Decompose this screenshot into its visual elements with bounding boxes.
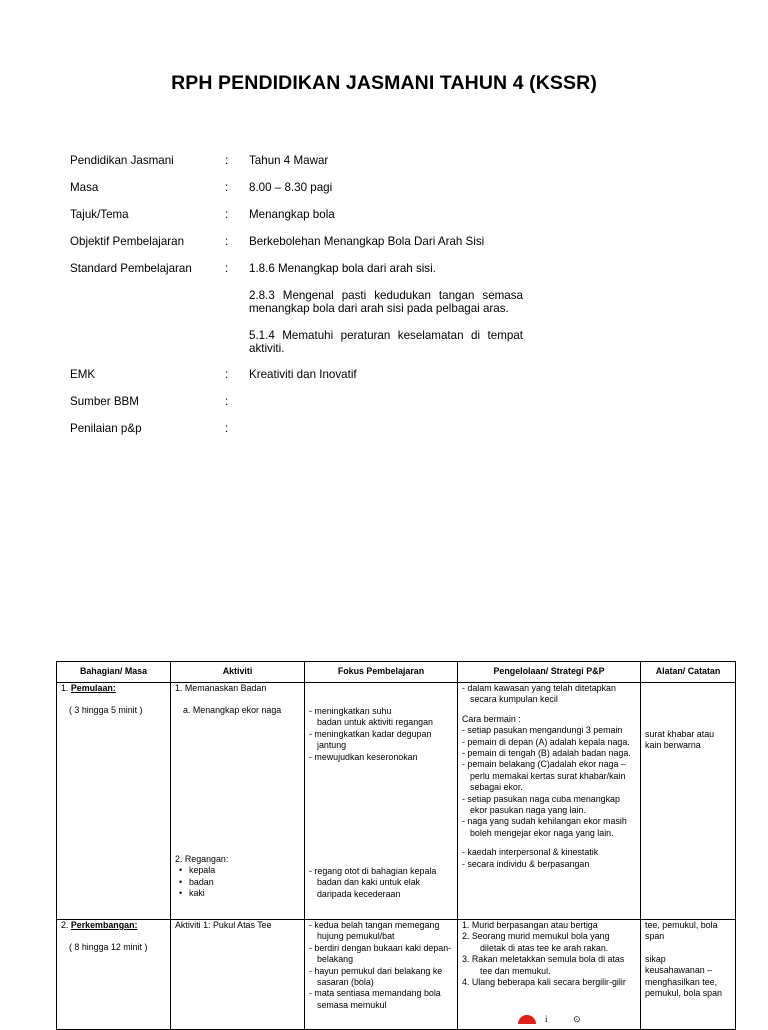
info-value: Menangkap bola: [249, 208, 335, 221]
info-label: EMK: [70, 368, 96, 381]
focus-cell: - kedua belah tangan memegang hujung pemukul/bat - berdiri dengan bukaan kaki depan- belakang - hayun pemukul dari belakang ke sasaran (bola) - mata sentiasa memandang bola semasa memukul: [305, 920, 458, 1030]
activity-cell: Aktiviti 1: Pukul Atas Tee: [171, 920, 305, 1030]
info-colon: :: [225, 395, 229, 408]
page-title: RPH PENDIDIKAN JASMANI TAHUN 4 (KSSR): [171, 72, 597, 94]
focus-cell: - meningkatkan suhu badan untuk aktiviti regangan - meningkatkan kadar degupan jantung - mewujudkan keseronokan - regang otot di bahagian kepala badan dan kaki untuk elak daripada kecederaan: [305, 683, 458, 920]
header-tools: Alatan/ Catatan: [641, 662, 736, 683]
activity-cell: 1. Memanaskan Badan a. Menangkap ekor naga 2. Regangan: • kepala • badan • kaki: [171, 683, 305, 920]
table-row: [57, 683, 736, 920]
tools-cell: tee, pemukul, bola span sikap keusahawanan – menghasilkan tee, pemukul, bola span: [641, 920, 736, 1030]
header-section: Bahagian/ Masa: [57, 662, 171, 683]
section-cell: 1. Pemulaan: ( 3 hingga 5 minit ): [57, 683, 171, 920]
info-label: Sumber BBM: [70, 395, 139, 408]
info-value: Tahun 4 Mawar: [249, 154, 329, 167]
strategy-cell: - dalam kawasan yang telah ditetapkan secara kumpulan kecil Cara bermain : - setiap pasukan mengandungi 3 pemain - pemain di depan (A) adalah kepala naga. - pemain di tengah (B) adalah badan naga. - pemain belakang (C)adalah ekor naga – perlu memakai kertas surat khabar/kain sebagai ekor. - setiap pasukan naga cuba menangkap ekor pasukan naga yang lain. - naga yang sudah kehilangan ekor masih boleh mengejar ekor naga yang lain. - kaedah interpersonal & kinestatik - secara individu & berpasangan: [458, 683, 641, 920]
info-value: Kreativiti dan Inovatif: [249, 368, 357, 381]
info-label: Tajuk/Tema: [70, 208, 129, 221]
info-colon: :: [225, 154, 229, 167]
svg-text:⊙: ⊙: [573, 1014, 581, 1024]
header-focus: Fokus Pembelajaran: [305, 662, 458, 683]
info-label: Masa: [70, 181, 99, 194]
svg-text:i: i: [545, 1014, 548, 1024]
info-value: 8.00 – 8.30 pagi: [249, 181, 333, 194]
strategy-cell: 1. Murid berpasangan atau bertiga 2. Seorang murid memukul bola yang diletak di atas tee ke arah rakan. 3. Rakan meletakkan semula bola di atas tee dan memukul. 4. Ulang beberapa kali secara bergilir-gilir: [458, 920, 641, 1030]
info-label: Standard Pembelajaran: [70, 262, 192, 275]
clipart-image: [515, 1010, 595, 1024]
tools-cell: surat khabar atau kain berwarna: [641, 683, 736, 920]
info-label: Penilaian p&p: [70, 422, 142, 435]
info-label: Pendidikan Jasmani: [70, 154, 174, 167]
header-strategy: Pengelolaan/ Strategi P&P: [458, 662, 641, 683]
section-cell: 2. Perkembangan: ( 8 hingga 12 minit ): [57, 920, 171, 1030]
info-colon: :: [225, 422, 229, 435]
info-colon: :: [225, 181, 229, 194]
info-value: Berkebolehan Menangkap Bola Dari Arah Sisi: [249, 235, 485, 248]
lesson-plan-table: [56, 661, 736, 1030]
info-colon: :: [225, 208, 229, 221]
info-label: Objektif Pembelajaran: [70, 235, 185, 248]
table-row: [57, 920, 736, 1030]
table-header-row: [57, 662, 736, 683]
info-value: 1.8.6 Menangkap bola dari arah sisi. 2.8.3 Mengenal pasti kedudukan tangan semasa menangkap bola dari arah sisi pada pelbagai aras. 5.1.4 Mematuhi peraturan keselamatan di tempat aktiviti.: [249, 262, 523, 355]
info-colon: :: [225, 235, 229, 248]
info-colon: :: [225, 262, 229, 275]
header-activity: Aktiviti: [171, 662, 305, 683]
info-colon: :: [225, 368, 229, 381]
